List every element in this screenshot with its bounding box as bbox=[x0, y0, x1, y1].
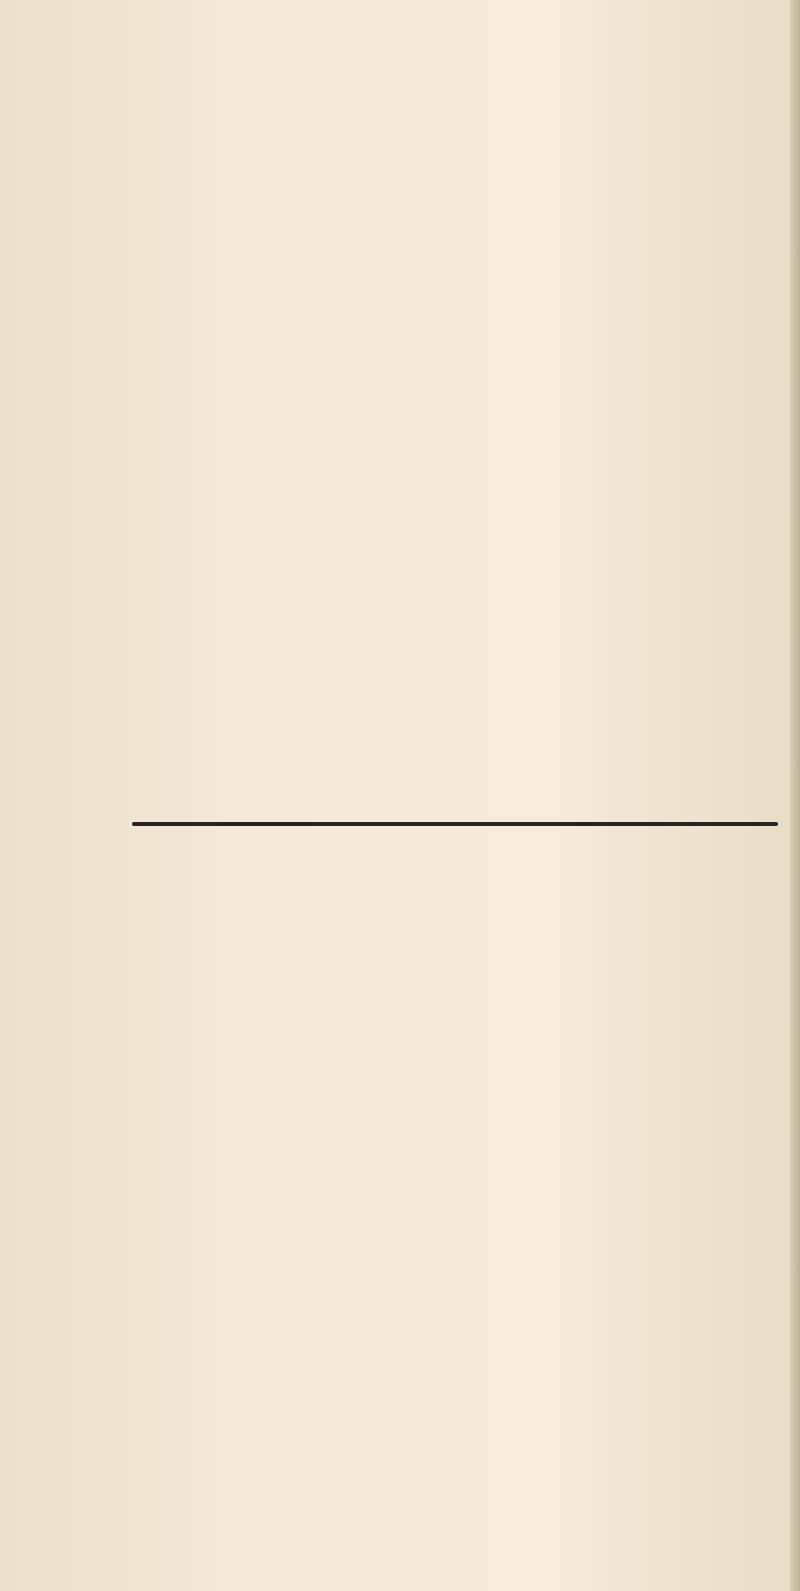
body-line bbox=[118, 1373, 786, 1432]
section-rule bbox=[132, 822, 778, 826]
body-line bbox=[118, 1432, 786, 1491]
body-line bbox=[118, 1137, 786, 1196]
body-paragraph bbox=[118, 1078, 786, 1491]
body-line bbox=[118, 1314, 786, 1373]
page-edge bbox=[790, 0, 800, 1591]
body-line bbox=[118, 1255, 786, 1314]
body-line bbox=[118, 1078, 786, 1137]
page-header bbox=[118, 44, 760, 94]
body-line bbox=[118, 1196, 786, 1255]
